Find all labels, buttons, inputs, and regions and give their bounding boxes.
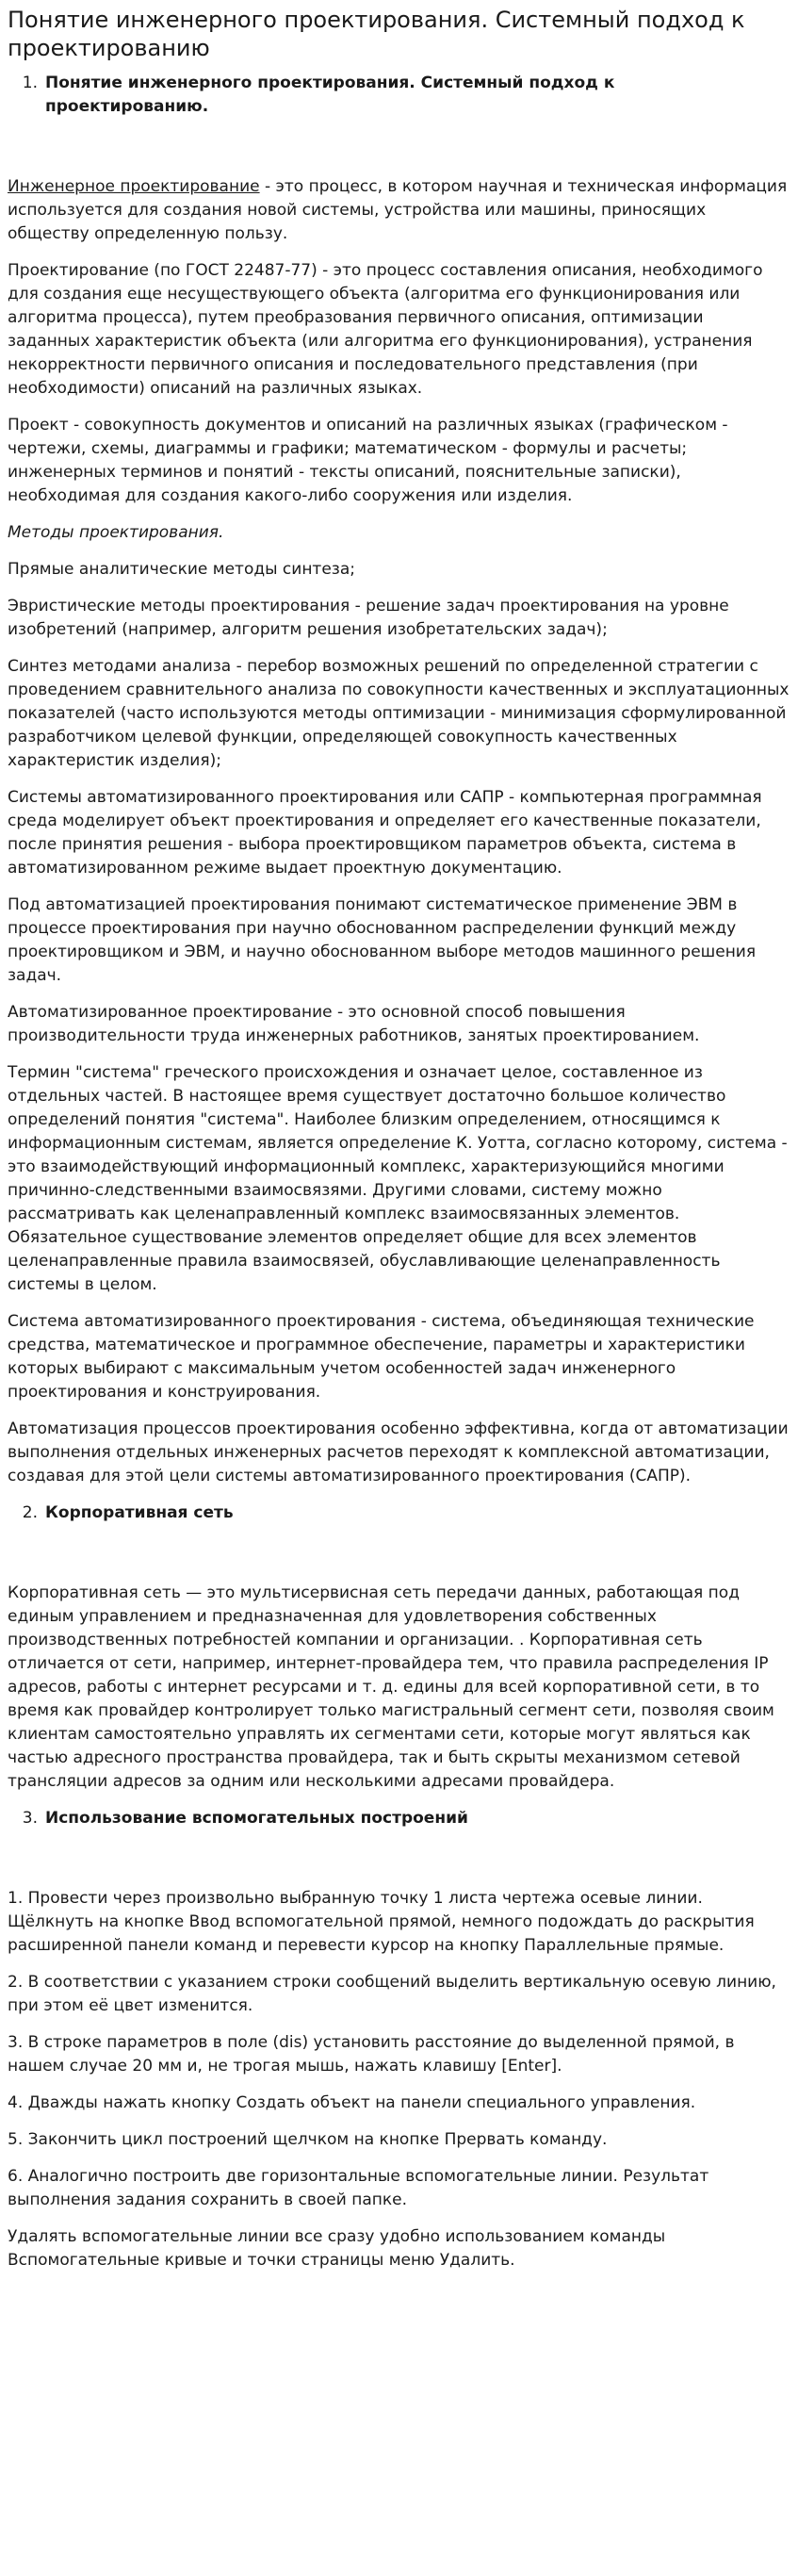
section-1-heading	[8, 72, 790, 119]
page-title: Понятие инженерного проектирования. Системный подход к проектированию	[8, 7, 745, 61]
paragraph-step-5: 5. Закончить цикл построений щелчком на кнопке Прервать команду.	[8, 2130, 608, 2149]
section-1-title: Понятие инженерного проектирования. Системный подход к проектированию.	[45, 74, 615, 116]
paragraph-engineering-design	[8, 175, 790, 246]
spacer	[8, 1842, 790, 1887]
paragraph-step-2: 2. В соответствии с указанием строки сообщений выделить вертикальную осевую линию, при этом её цвет изменится.	[8, 1973, 776, 2015]
paragraph-step-3: 3. В строке параметров в поле (dis) установить расстояние до выделенной прямой, в нашем случае 20 мм и, не трогая мышь, нажать клавишу [Enter].	[8, 2033, 735, 2076]
paragraph-step-6: 6. Аналогично построить две горизонтальные вспомогательные линии. Результат выполнения задания сохранить в своей папке.	[8, 2167, 709, 2209]
section-3-heading	[8, 1807, 790, 1830]
section-3-title: Использование вспомогательных построений	[45, 1809, 468, 1828]
section-2-number: 2.	[22, 1503, 38, 1522]
paragraph-step-1: 1. Провести через произвольно выбранную точку 1 листа чертежа осевые линии. Щёлкнуть на кнопке Ввод вспомогательной прямой, немного подождать до раскрытия расширенной панели команд и перевести курсор на кнопку Параллельные прямые.	[8, 1889, 755, 1955]
term-engineering-design: Инженерное проектирование	[8, 177, 260, 196]
paragraph-project: Проект - совокупность документов и описаний на различных языках (графическом - чертежи, схемы, диаграммы и графики; математическом - формулы и расчеты; инженерных терминов и понятий - тексты описаний, пояснительные записки), необходимая для создания какого-либо сооружения или изделия.	[8, 416, 728, 505]
section-2-heading	[8, 1501, 790, 1525]
paragraph-synthesis-analysis: Синтез методами анализа - перебор возможных решений по определенной стратегии с проведением сравнительного анализа по совокупности качественных и эксплуатационных показателей (часто используются методы оптимизации - минимизация сформулированной разработчиком целевой функции, определяющей совокупность качественных характеристик изделия);	[8, 657, 790, 770]
spacer	[8, 1536, 790, 1582]
paragraph-process-automation: Автоматизация процессов проектирования особенно эффективна, когда от автоматизации выполнения отдельных инженерных расчетов переходят к комплексной автоматизации, создавая для этой цели системы автоматизированного проектирования (САПР).	[8, 1419, 789, 1485]
paragraph-design-gost: Проектирование (по ГОСТ 22487-77) - это процесс составления описания, необходимого для создания еще несуществующего объекта (алгоритма его функционирования или алгоритма процесса), путем преобразования первичного описания, оптимизации заданных характеристик объекта (или алгоритма его функционирования), устранения некорректности первичного описания и последовательного представления (при необходимости) описаний на различных языках.	[8, 261, 763, 398]
paragraph-system-term: Термин "система" греческого происхождения и означает целое, составленное из отдельных частей. В настоящее время существует достаточно большое количество определений понятия "система". Наиболее близким определением, относящимся к информационным системам, является определение К. Уотта, согласно которому, система - это взаимодействующий информационный комплекс, характеризующийся многими причинно-следственными взаимосвязями. Другими словами, систему можно рассматривать как целенаправленный комплекс взаимосвязанных элементов. Обязательное существование элементов определяет общие для всех элементов целенаправленные правила взаимосвязей, обуславливающие целенаправленность системы в целом.	[8, 1063, 788, 1294]
paragraph-text: - это процесс, в котором научная и техническая информация используется для создания новой системы, устройства или машины, приносящих обществу определенную пользу.	[8, 177, 788, 243]
spacer	[8, 130, 790, 175]
paragraph-automated-design: Автоматизированное проектирование - это основной способ повышения производительности труда инженерных работников, занятых проектированием.	[8, 1003, 700, 1045]
paragraph-cad-systems: Системы автоматизированного проектирования или САПР - компьютерная программная среда моделирует объект проектирования и определяет его качественные показатели, после принятия решения - выбора проектировщиком параметров объекта, система в автоматизированном режиме выдает проектную документацию.	[8, 788, 762, 878]
paragraph-methods-heading: Методы проектирования.	[8, 523, 224, 542]
paragraph-heuristic-methods: Эвристические методы проектирования - решение задач проектирования на уровне изобретений (например, алгоритм решения изобретательских задач);	[8, 597, 729, 639]
paragraph-direct-methods: Прямые аналитические методы синтеза;	[8, 560, 355, 579]
section-1-number: 1.	[22, 74, 38, 92]
paragraph-step-4: 4. Дважды нажать кнопку Создать объект на панели специального управления.	[8, 2093, 696, 2112]
section-2-title: Корпоративная сеть	[45, 1503, 234, 1522]
paragraph-delete-lines: Удалять вспомогательные линии все сразу удобно использованием команды Вспомогательные кривые и точки страницы меню Удалить.	[8, 2227, 666, 2270]
paragraph-cad-definition: Система автоматизированного проектирования - система, объединяющая технические средства, математическое и программное обеспечение, параметры и характеристики которых выбирают с максимальным учетом особенностей задач инженерного проектирования и конструирования.	[8, 1312, 755, 1402]
paragraph-design-automation: Под автоматизацией проектирования понимают систематическое применение ЭВМ в процессе проектирования при научно обоснованном распределении функций между проектировщиком и ЭВМ, и научно обоснованном выборе методов машинного решения задач.	[8, 895, 757, 985]
paragraph-corporate-network: Корпоративная сеть — это мультисервисная сеть передачи данных, работающая под единым управлением и предназначенная для удовлетворения собственных производственных потребностей компании и организации. . Корпоративная сеть отличается от сети, например, интернет-провайдера тем, что правила распределения IP адресов, работы с интернет ресурсами и т. д. едины для всей корпоративной сети, в то время как провайдер контролирует только магистральный сегмент сети, позволяя своим клиентам самостоятельно управлять их сегментами сети, которые могут являться как частью адресного пространства провайдера, так и быть скрыты механизмом сетевой трансляции адресов за одним или несколькими адресами провайдера.	[8, 1583, 774, 1791]
section-3-number: 3.	[22, 1809, 38, 1828]
